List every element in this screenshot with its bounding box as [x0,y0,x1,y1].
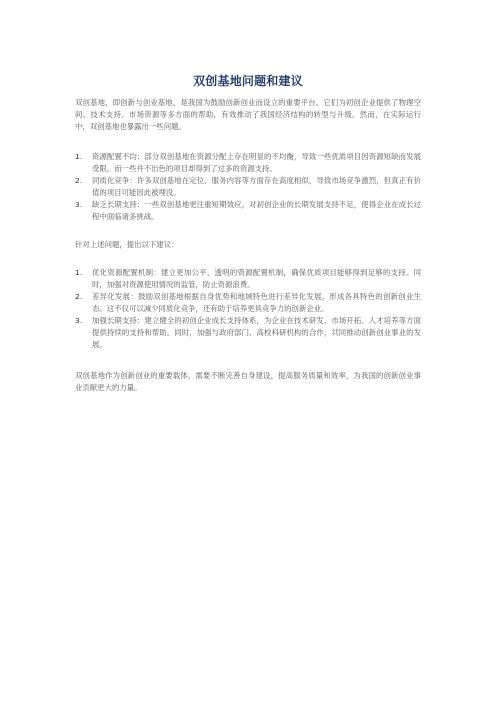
list-number: 2. [75,292,83,301]
problem-text: 缺乏长期支持：一些双创基地更注重短期效应，对初创企业的长期发展支持不足，使得企业在成长过程中面临诸多挑战。 [92,200,421,221]
suggestions-list [75,267,421,351]
problem-item [75,199,421,223]
list-number: 3. [75,316,83,325]
suggestion-item [75,291,421,315]
problems-list [75,151,421,223]
problem-item [75,175,421,199]
list-number: 1. [75,152,83,161]
problem-item [75,151,421,175]
intro-paragraph: 双创基地，即创新与创业基地，是我国为鼓励创新创业而设立的重要平台。它们为初创企业提供了物理空间、技术支持、市场资源等多方面的帮助，有效推动了我国经济结构的转型与升级。然而，在实际运行中，双创基地也暴露出一些问题。 [75,98,421,131]
list-number: 2. [75,176,83,185]
list-number: 1. [75,268,83,277]
conclusion-paragraph: 双创基地作为创新创业的重要载体，需要不断完善自身建设，提高服务质量和效率，为我国的创新创业事业贡献更大的力量。 [75,371,421,392]
suggestion-item [75,315,421,351]
problem-text: 资源配置不均：部分双创基地在资源分配上存在明显的不均衡，导致一些优质项目因资源短缺而发展受限，而一些并不出色的项目却得到了过多的资源支持。 [92,152,421,173]
transition-paragraph: 针对上述问题，提出以下建议： [75,240,179,249]
problem-text: 同质化竞争：许多双创基地在定位、服务内容等方面存在高度相似，导致市场竞争激烈，但真正有价值的项目可能因此被埋没。 [92,176,421,197]
suggestion-item [75,267,421,291]
suggestion-text: 差异化发展：鼓励双创基地根据自身优势和地域特色进行差异化发展，形成各具特色的创新创业生态。这不仅可以减少同质化竞争，还有助于培养更具竞争力的创新企业。 [92,292,421,313]
document-title: 双创基地问题和建议 [193,74,303,88]
suggestion-text: 优化资源配置机制：建立更加公平、透明的资源配置机制，确保优质项目能够得到足够的支持。同时，加强对资源使用情况的监管，防止资源浪费。 [92,268,421,289]
suggestion-text: 加强长期支持：建立健全的初创企业成长支持体系，为企业在技术研发、市场开拓、人才培养等方面提供持续的支持和帮助。同时，加强与政府部门、高校科研机构的合作，共同推动创新创业事业的发展。 [92,316,421,349]
list-number: 3. [75,200,83,209]
